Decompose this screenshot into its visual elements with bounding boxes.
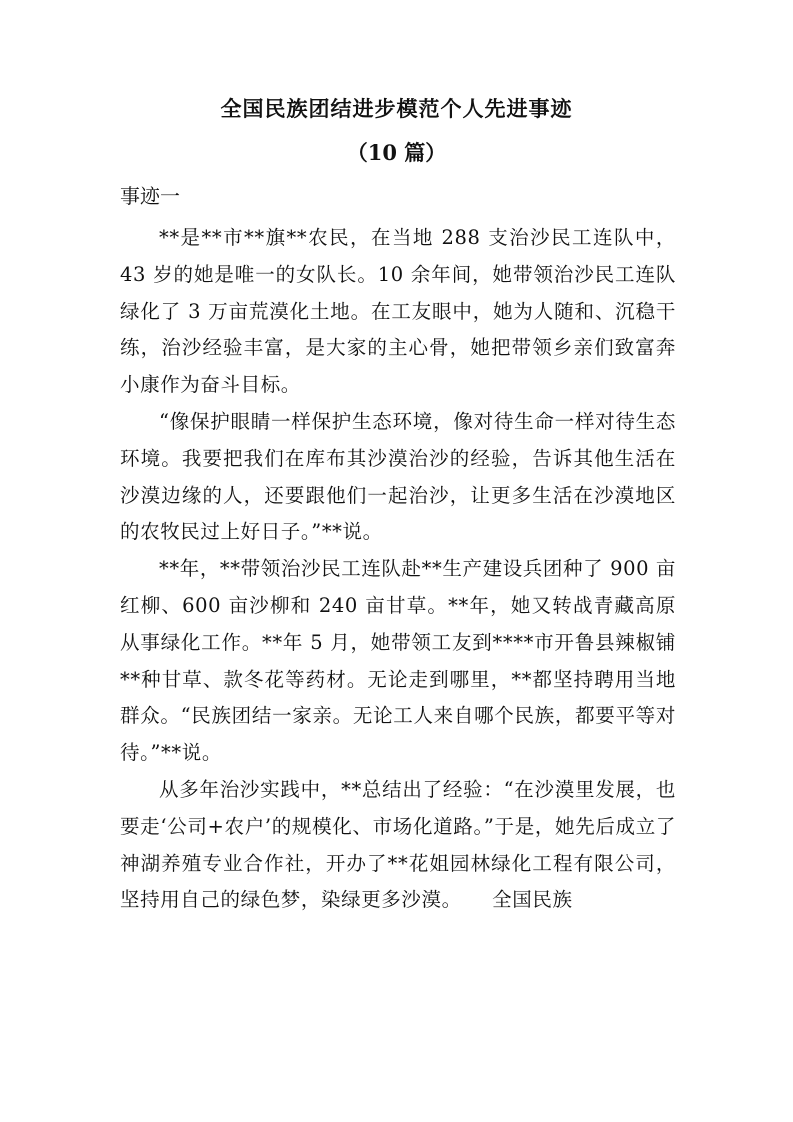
document-subtitle: （10 篇） bbox=[346, 140, 447, 165]
section-heading: 事迹一 bbox=[120, 184, 180, 208]
document-body bbox=[120, 220, 676, 919]
paragraph: “像保护眼睛一样保护生态环境，像对待生命一样对待生态环境。我要把我们在库布其沙漠治沙的经验，告诉其他生活在沙漠边缘的人，还要跟他们一起治沙，让更多生活在沙漠地区的农牧民过上好日子。”**说。 bbox=[120, 409, 676, 544]
paragraph: **是**市**旗**农民，在当地 288 支治沙民工连队中，43 岁的她是唯一的女队长。10 余年间，她带领治沙民工连队绿化了 3 万亩荒漠化土地。在工友眼中，她为人随和、沉稳干练，治沙经验丰富，是大家的主心骨，她把带领乡亲们致富奔小康作为奋斗目标。 bbox=[120, 226, 676, 397]
paragraph: **年，**带领治沙民工连队赴**生产建设兵团种了 900 亩红柳、600 亩沙柳和 240 亩甘草。**年，她又转战青藏高原从事绿化工作。**年 5 月，她带领工友到****市开鲁县辣椒铺**种甘草、款冬花等药材。无论走到哪里，**都坚持聘用当地群众。“民族团结一家亲。无论工人来自哪个民族，都要平等对待。”**说。 bbox=[120, 557, 676, 765]
document-title: 全国民族团结进步模范个人先进事迹 bbox=[220, 96, 573, 121]
paragraph: 从多年治沙实践中，**总结出了经验：“在沙漠里发展，也要走‘公司+农户’的规模化、市场化道路。”于是，她先后成立了神湖养殖专业合作社，开办了**花姐园林绿化工程有限公司，坚持用自己的绿色梦，染绿更多沙漠。 全国民族 bbox=[120, 777, 676, 912]
